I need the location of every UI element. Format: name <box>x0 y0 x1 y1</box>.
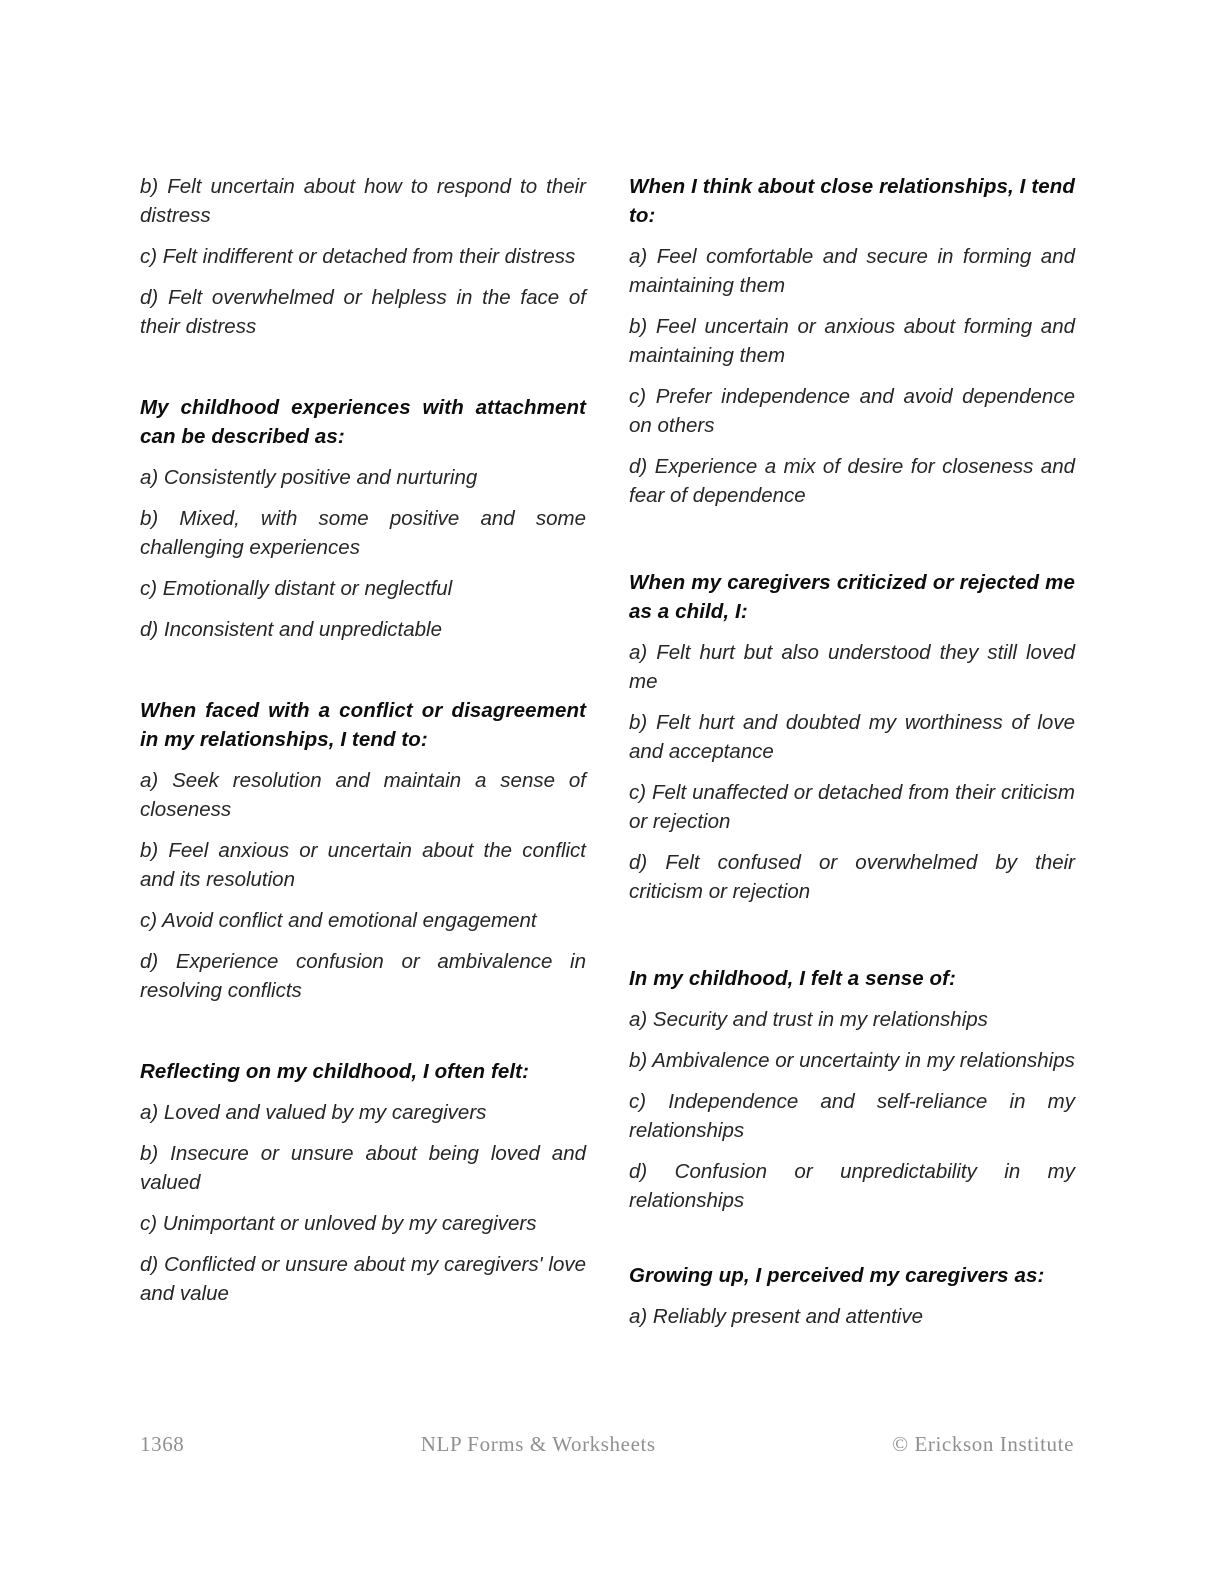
section-spacer <box>140 1005 586 1057</box>
question-block-perceived-caregivers <box>629 1261 1075 1331</box>
option-c[interactable]: c) Independence and self-reliance in my relationships <box>629 1090 1075 1142</box>
question-heading: When faced with a conflict or disagreement in my relationships, I tend to: <box>140 699 586 751</box>
option-a[interactable]: a) Feel comfortable and secure in forming and maintaining them <box>629 245 1075 297</box>
option-b[interactable]: b) Felt uncertain about how to respond to their distress <box>140 175 586 227</box>
option-b[interactable]: b) Feel uncertain or anxious about forming and maintaining them <box>629 315 1075 367</box>
option-b[interactable]: b) Insecure or unsure about being loved and valued <box>140 1142 586 1194</box>
option-a[interactable]: a) Security and trust in my relationships <box>629 1008 988 1031</box>
question-heading: Reflecting on my childhood, I often felt: <box>140 1060 530 1083</box>
question-block-conflict <box>140 696 586 1005</box>
question-heading: My childhood experiences with attachment can be described as: <box>140 396 586 448</box>
option-a[interactable]: a) Loved and valued by my caregivers <box>140 1101 487 1124</box>
option-b[interactable]: b) Felt hurt and doubted my worthiness of love and acceptance <box>629 711 1075 763</box>
question-block-reflecting-childhood <box>140 1057 586 1308</box>
question-heading: When my caregivers criticized or rejected me as a child, I: <box>629 571 1075 623</box>
option-c[interactable]: c) Avoid conflict and emotional engagement <box>140 909 537 932</box>
page-content <box>140 172 1074 1331</box>
document-title: NLP Forms & Worksheets <box>420 1432 656 1456</box>
option-a[interactable]: a) Seek resolution and maintain a sense of closeness <box>140 769 586 821</box>
page-number: 1368 <box>140 1432 185 1456</box>
option-a[interactable]: a) Felt hurt but also understood they still loved me <box>629 641 1075 693</box>
page-footer <box>140 1432 1074 1457</box>
option-d[interactable]: d) Experience a mix of desire for closeness and fear of dependence <box>629 455 1075 507</box>
question-heading: When I think about close relationships, I tend to: <box>629 175 1075 227</box>
option-d[interactable]: d) Conflicted or unsure about my caregivers' love and value <box>140 1253 586 1305</box>
option-c[interactable]: c) Prefer independence and avoid dependence on others <box>629 385 1075 437</box>
section-spacer <box>140 644 586 696</box>
option-c[interactable]: c) Felt unaffected or detached from their criticism or rejection <box>629 781 1075 833</box>
question-heading: Growing up, I perceived my caregivers as: <box>629 1264 1045 1287</box>
section-spacer <box>629 510 1075 568</box>
question-heading: In my childhood, I felt a sense of: <box>629 967 956 990</box>
question-block-close-relationships <box>629 172 1075 510</box>
continued-question-options <box>140 172 586 341</box>
option-d[interactable]: d) Confusion or unpredictability in my relationships <box>629 1160 1075 1212</box>
option-d[interactable]: d) Felt overwhelmed or helpless in the face of their distress <box>140 286 586 338</box>
option-b[interactable]: b) Ambivalence or uncertainty in my relationships <box>629 1049 1075 1072</box>
copyright-notice: © Erickson Institute <box>892 1432 1074 1456</box>
option-d[interactable]: d) Experience confusion or ambivalence in resolving conflicts <box>140 950 586 1002</box>
question-block-sense-of <box>629 964 1075 1215</box>
option-a[interactable]: a) Reliably present and attentive <box>629 1305 924 1328</box>
option-d[interactable]: d) Inconsistent and unpredictable <box>140 618 443 641</box>
option-d[interactable]: d) Felt confused or overwhelmed by their criticism or rejection <box>629 851 1075 903</box>
section-spacer <box>629 906 1075 964</box>
option-c[interactable]: c) Emotionally distant or neglectful <box>140 577 453 600</box>
option-c[interactable]: c) Unimportant or unloved by my caregivers <box>140 1212 537 1235</box>
option-b[interactable]: b) Feel anxious or uncertain about the conflict and its resolution <box>140 839 586 891</box>
option-a[interactable]: a) Consistently positive and nurturing <box>140 466 478 489</box>
section-spacer <box>140 341 586 393</box>
option-c[interactable]: c) Felt indifferent or detached from their distress <box>140 245 576 268</box>
right-column <box>629 172 1075 1331</box>
question-block-criticism-rejection <box>629 568 1075 906</box>
question-block-childhood-attachment <box>140 393 586 644</box>
left-column <box>140 172 586 1308</box>
section-spacer <box>629 1215 1075 1261</box>
option-b[interactable]: b) Mixed, with some positive and some challenging experiences <box>140 507 586 559</box>
